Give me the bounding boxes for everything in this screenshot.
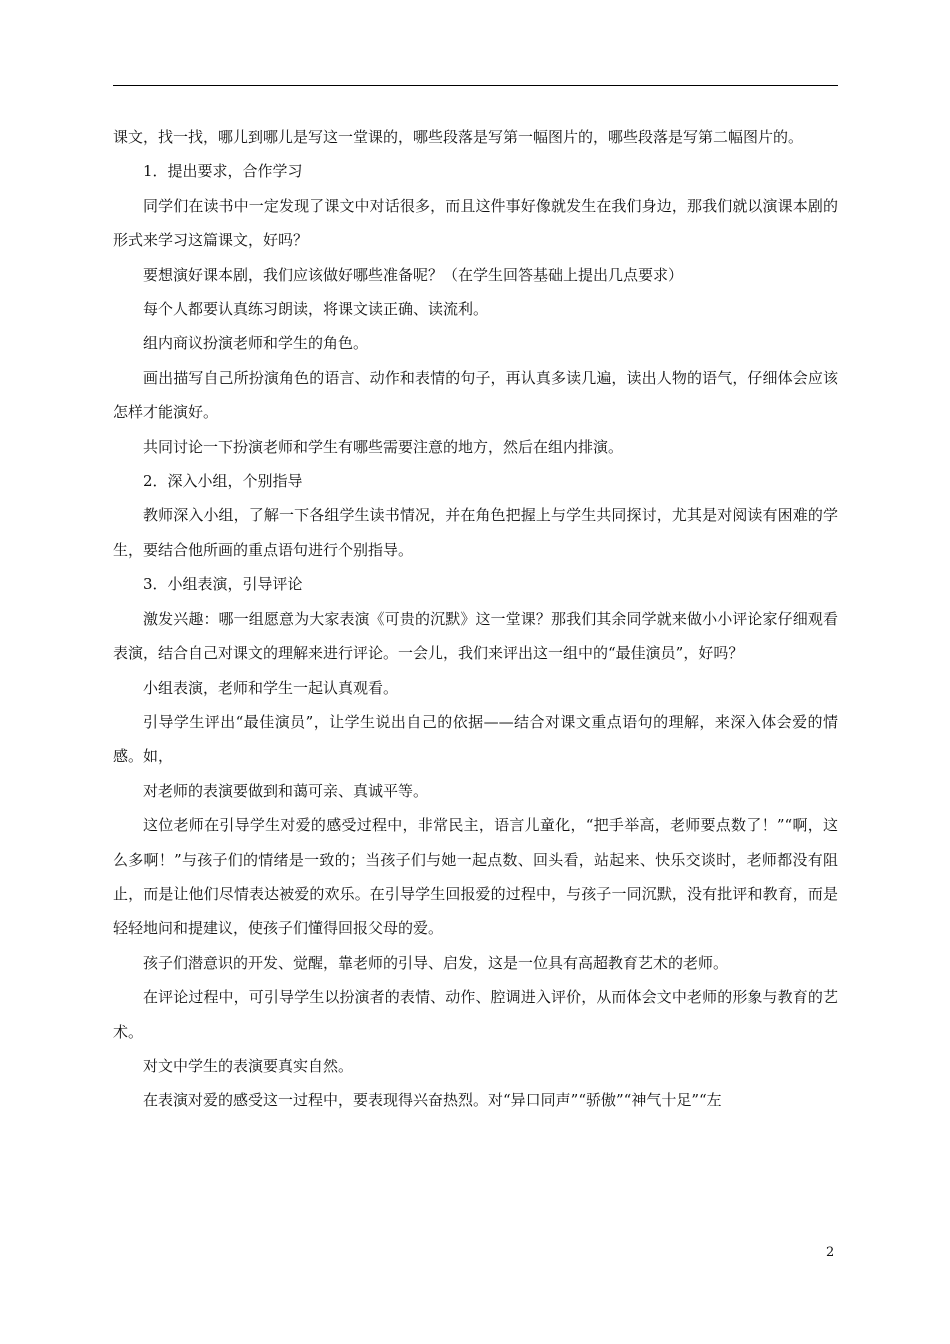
paragraph: 1．提出要求，合作学习 xyxy=(143,162,303,181)
paragraph: 组内商议扮演老师和学生的角色。 xyxy=(143,334,369,353)
paragraph: 画出描写自己所扮演角色的语言、动作和表情的句子，再认真多读几遍，读出人物的语气，仔细体会应该怎样才能演好。 xyxy=(113,368,838,422)
paragraph: 在评论过程中，可引导学生以扮演者的表情、动作、腔调进入评价，从而体会文中老师的形象与教育的艺术。 xyxy=(113,988,838,1041)
paragraph: 共同讨论一下扮演老师和学生有哪些需要注意的地方，然后在组内排演。 xyxy=(143,437,624,456)
paragraph: 要想演好课本剧，我们应该做好哪些准备呢？（在学生回答基础上提出几点要求） xyxy=(143,265,684,284)
header-rule xyxy=(113,85,838,86)
paragraph: 激发兴趣：哪一组愿意为大家表演《可贵的沉默》这一堂课？那我们其余同学就来做小小评论家仔细观看表演，结合自己对课文的理解来进行评论。一会儿，我们来评出这一组中的“最佳演员”，好吗？ xyxy=(113,609,838,663)
paragraph: 孩子们潜意识的开发、觉醒，靠老师的引导、启发，这是一位具有高超教育艺术的老师。 xyxy=(143,953,729,972)
paragraph: 对文中学生的表演要真实自然。 xyxy=(143,1056,354,1075)
paragraph: 课文，找一找，哪儿到哪儿是写这一堂课的，哪些段落是写第一幅图片的，哪些段落是写第二幅图片的。 xyxy=(113,128,804,146)
paragraph: 教师深入小组，了解一下各组学生读书情况，并在角色把握上与学生共同探讨，尤其是对阅读有困难的学生，要结合他所画的重点语句进行个别指导。 xyxy=(113,506,838,559)
paragraph: 小组表演，老师和学生一起认真观看。 xyxy=(143,678,399,697)
paragraph: 每个人都要认真练习朗读，将课文读正确、读流利。 xyxy=(143,300,489,319)
paragraph: 在表演对爱的感受这一过程中，要表现得兴奋热烈。对“异口同声”“骄傲”“神气十足”“左 xyxy=(143,1091,722,1110)
paragraph: 对老师的表演要做到和蔼可亲、真诚平等。 xyxy=(143,781,429,800)
paragraph: 引导学生评出“最佳演员”，让学生说出自己的依据——结合对课文重点语句的理解，来深入体会爱的情感。如， xyxy=(113,712,838,766)
paragraph: 这位老师在引导学生对爱的感受过程中，非常民主，语言儿童化，“把手举高，老师要点数了！”“啊，这么多啊！”与孩子们的情绪是一致的；当孩子们与她一起点数、回头看，站起来、快乐交谈时，老师都没有阻止，而是让他们尽情表达被爱的欢乐。在引导学生回报爱的过程中，与孩子一同沉默，没有批评和教育，而是轻轻地问和提建议，使孩子们懂得回报父母的爱。 xyxy=(113,816,838,938)
document-body xyxy=(113,120,838,1118)
paragraph: 同学们在读书中一定发现了课文中对话很多，而且这件事好像就发生在我们身边，那我们就以演课本剧的形式来学习这篇课文，好吗？ xyxy=(113,196,838,250)
paragraph: 2．深入小组，个别指导 xyxy=(143,472,303,491)
paragraph: 3．小组表演，引导评论 xyxy=(143,575,303,594)
page-number: 2 xyxy=(826,1245,835,1260)
